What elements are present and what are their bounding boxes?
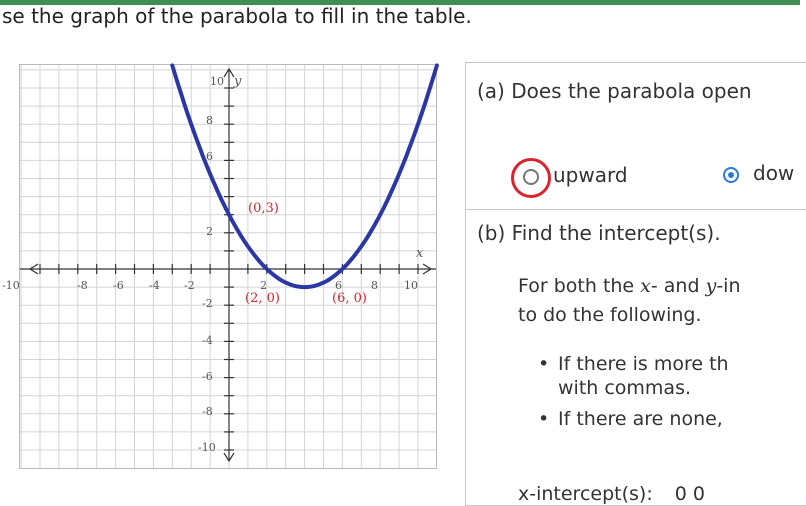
part-b-instructions-line2: to do the following. bbox=[518, 304, 702, 326]
part-b-instructions-line1 bbox=[518, 275, 741, 297]
bullet-line: with commas. bbox=[558, 377, 692, 399]
point-label-y-intercept: (0,3) bbox=[248, 201, 279, 216]
y-tick-label: 2 bbox=[206, 225, 213, 238]
x-tick-label: 2 bbox=[260, 279, 267, 292]
upward-radio[interactable] bbox=[523, 169, 539, 185]
y-tick-label: -10 bbox=[198, 441, 216, 454]
x-axis-label: x bbox=[416, 246, 424, 261]
axes bbox=[20, 69, 436, 461]
point-label-x-intercept-2: (2, 0) bbox=[245, 291, 280, 306]
x-tick-label: 10 bbox=[404, 279, 418, 292]
y-tick-label: -4 bbox=[202, 334, 213, 347]
bullet-item bbox=[538, 353, 729, 399]
downward-radio[interactable] bbox=[723, 167, 739, 183]
graph-canvas bbox=[2, 65, 436, 468]
bullet-icon: • bbox=[538, 353, 550, 375]
y-tick-label: 8 bbox=[206, 114, 213, 127]
x-tick-label: -4 bbox=[149, 279, 160, 292]
bullet-line: If there is more th bbox=[558, 353, 729, 375]
x-tick-label: 6 bbox=[335, 279, 342, 292]
y-tick-label: 6 bbox=[206, 150, 213, 163]
instruction-text: se the graph of the parabola to fill in the table. bbox=[2, 4, 472, 28]
instructions-text: - and bbox=[650, 275, 700, 297]
bullet-line: If there are none, bbox=[558, 408, 723, 430]
grid-lines bbox=[20, 65, 436, 468]
y-tick-label: -2 bbox=[202, 297, 213, 310]
x-tick-label: -6 bbox=[113, 279, 124, 292]
question-panel bbox=[465, 62, 806, 506]
x-intercepts-input[interactable]: 0 0 bbox=[674, 483, 705, 505]
part-a-section bbox=[466, 63, 806, 210]
x-tick-label: 8 bbox=[371, 279, 378, 292]
y-tick-label: -8 bbox=[202, 405, 213, 418]
x-variable: x bbox=[640, 275, 651, 297]
part-b-question: (b) Find the intercept(s). bbox=[477, 221, 721, 245]
x-tick-label: -8 bbox=[77, 279, 88, 292]
instructions-text: For both the bbox=[518, 275, 635, 297]
instructions-text: -in bbox=[716, 275, 741, 297]
parabola-graph bbox=[2, 64, 437, 469]
y-axis-label: y bbox=[234, 74, 242, 89]
upward-option-label: upward bbox=[553, 163, 628, 187]
x-tick-label: -10 bbox=[2, 279, 20, 292]
bullet-icon: • bbox=[538, 408, 550, 430]
x-intercepts-row bbox=[518, 483, 705, 505]
x-tick-label: -2 bbox=[184, 279, 195, 292]
y-tick-label: -6 bbox=[202, 370, 213, 383]
y-tick-label: 10 bbox=[210, 75, 224, 88]
y-variable: y bbox=[705, 275, 717, 297]
point-label-x-intercept-6: (6, 0) bbox=[332, 291, 367, 306]
bullet-item bbox=[538, 408, 723, 430]
x-intercepts-label: x-intercept(s): bbox=[518, 483, 653, 505]
part-a-question: (a) Does the parabola open bbox=[477, 79, 752, 103]
downward-option-label: dow bbox=[753, 161, 795, 185]
